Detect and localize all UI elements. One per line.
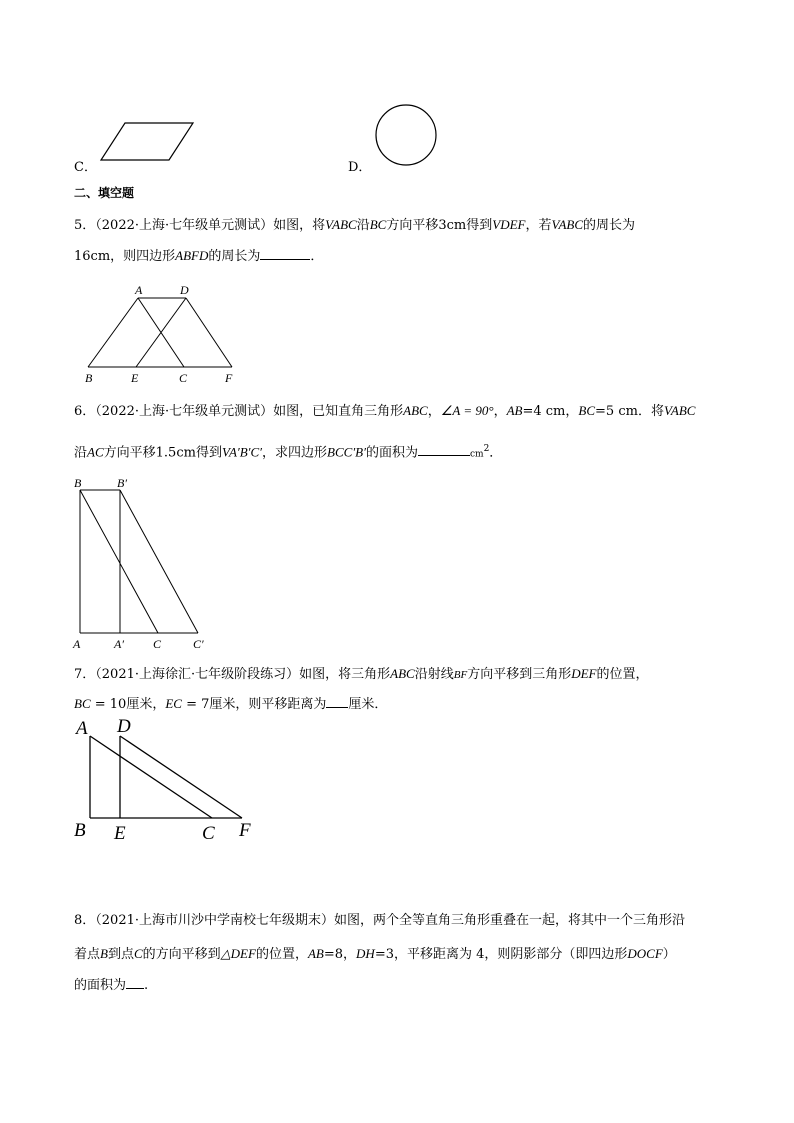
q8-text: 的位置， xyxy=(255,947,308,962)
q7-text: 方向平移到三角形 xyxy=(467,667,572,682)
q5-distance: 3cm xyxy=(438,218,467,233)
q6-text: ，求四边形 xyxy=(262,445,328,461)
q7-text: 厘米， xyxy=(126,697,166,712)
q6-label-b: B xyxy=(74,476,82,490)
q8-text: 的方向平移到 xyxy=(142,947,221,962)
q7-label-c: C xyxy=(202,823,215,844)
q5-label-a: A xyxy=(135,283,143,297)
q6-segment: AC xyxy=(87,444,104,460)
q6-text: ， xyxy=(427,404,441,419)
q5-label-e: E xyxy=(131,371,139,385)
q8-point-b: B xyxy=(100,946,108,961)
q7-triangle-2: DEF xyxy=(571,666,597,681)
q6-text: 的面积为 xyxy=(365,445,418,461)
q8-line-2 xyxy=(74,945,676,964)
q5-label-b: B xyxy=(85,371,93,385)
q7-bc: BC xyxy=(74,696,91,711)
q7-text: 的位置， xyxy=(596,667,649,682)
q7-text: 沿射线 xyxy=(414,667,454,682)
q8-text: =3，平移距离为 4，则阴影部分（即四边形 xyxy=(374,947,628,962)
q8-triangle: △DEF xyxy=(220,946,256,961)
q8-dh: DH xyxy=(356,946,375,961)
q5-text: 得到 xyxy=(466,218,493,233)
q5-answer-blank[interactable] xyxy=(260,247,310,260)
q7-text: 如图，将三角形 xyxy=(299,667,391,682)
option-c-label: C． xyxy=(74,160,97,175)
q6-bc: BC xyxy=(578,403,596,418)
q5-text: 如图，将 xyxy=(273,218,326,233)
q7-ec: EC xyxy=(165,696,182,711)
q6-text: ．将 xyxy=(637,404,664,419)
q6-text: ， xyxy=(565,404,579,419)
q8-ab: AB xyxy=(307,946,324,961)
q5-label-f: F xyxy=(225,371,233,385)
q8-text: 着点 xyxy=(74,947,101,962)
q7-bc-value: = 10 xyxy=(90,697,127,712)
circle-figure xyxy=(374,103,438,167)
q8-ab-value: =8， xyxy=(323,947,357,962)
q6-text: 得到 xyxy=(195,445,222,461)
q7-figure xyxy=(90,736,245,820)
q6-number: 6． xyxy=(74,404,96,419)
q6-text: ． xyxy=(489,445,503,461)
q6-unit-exponent: 2 xyxy=(483,444,490,454)
q8-source: （2021·上海市川沙中学南校七年级期末） xyxy=(95,913,334,928)
q5-label-c: C xyxy=(179,371,188,385)
q7-label-a: A xyxy=(76,718,88,739)
q6-label-a-prime: A′ xyxy=(114,637,124,651)
q6-text: 沿 xyxy=(74,445,88,461)
q7-ray: BF xyxy=(453,669,468,681)
q6-triangle: ABC xyxy=(403,403,428,418)
q8-text: . xyxy=(144,978,149,993)
q5-triangle-abc: VABC xyxy=(551,217,584,232)
q7-label-b: B xyxy=(74,820,86,841)
q7-triangle: ABC xyxy=(390,666,415,681)
q6-bc-value: =5 cm xyxy=(595,404,638,419)
parallelogram-figure xyxy=(100,122,196,162)
q5-line-1 xyxy=(74,216,635,235)
section-title: 二、填空题 xyxy=(74,186,135,200)
q6-label-c-prime: C′ xyxy=(193,637,204,651)
q6-line-1 xyxy=(74,402,695,421)
q8-point-c: C xyxy=(133,946,143,961)
q6-unit: cm xyxy=(469,449,484,460)
q5-text: 的周长为 xyxy=(208,249,261,264)
q7-text: 厘米，则平移距离为 xyxy=(209,697,327,712)
q7-line-2 xyxy=(74,695,387,714)
q5-triangle-abc: VABC xyxy=(325,217,357,232)
q7-text: 厘米． xyxy=(348,697,388,712)
q6-text: ， xyxy=(493,404,507,419)
q7-label-e: E xyxy=(114,823,126,844)
q6-source: （2022·上海·七年级单元测试） xyxy=(95,404,274,419)
q5-text: 沿 xyxy=(356,218,370,233)
q5-text: ，若 xyxy=(525,218,552,233)
q5-figure xyxy=(88,297,238,369)
q7-ec-value: = 7 xyxy=(181,697,210,712)
q6-distance: 1.5cm xyxy=(155,445,196,461)
q5-number: 5． xyxy=(74,218,96,233)
q7-answer-blank[interactable] xyxy=(326,695,348,708)
q8-number: 8． xyxy=(74,913,96,928)
q7-line-1 xyxy=(74,665,649,684)
q8-quadrilateral: DOCF xyxy=(627,946,663,961)
q7-source: （2021·上海徐汇·七年级阶段练习） xyxy=(95,667,300,682)
q6-text: 如图，已知直角三角形 xyxy=(273,404,404,419)
q7-label-d: D xyxy=(117,716,131,737)
q5-label-d: D xyxy=(180,283,189,297)
q5-text: 方向平移 xyxy=(386,218,439,233)
q5-triangle-def: VDEF xyxy=(492,217,526,232)
q8-text: 的面积为 xyxy=(74,978,127,993)
q8-text: 如图，两个全等直角三角形重叠在一起，将其中一个三角形沿 xyxy=(334,913,686,928)
q6-label-b-prime: B′ xyxy=(117,476,127,490)
option-d-label: D． xyxy=(348,160,372,175)
q6-triangle-2: VABC xyxy=(663,403,696,418)
q8-answer-blank[interactable] xyxy=(126,976,144,989)
q6-quadrilateral: BCC′B′ xyxy=(327,444,366,460)
q6-angle: ∠A = 90° xyxy=(440,403,494,418)
q6-text: 方向平移 xyxy=(103,445,156,461)
q7-label-f: F xyxy=(239,820,251,841)
q6-answer-blank[interactable] xyxy=(418,443,470,456)
q6-label-c: C xyxy=(153,637,162,651)
q8-text: ） xyxy=(662,947,676,962)
q6-figure xyxy=(80,490,210,635)
q6-ab-value: =4 cm xyxy=(522,404,566,419)
q5-text: ，则四边形 xyxy=(110,249,176,264)
q6-ab: AB xyxy=(506,403,523,418)
q8-line-1 xyxy=(74,912,685,930)
q5-source: （2022·上海·七年级单元测试） xyxy=(95,218,274,233)
q8-line-3 xyxy=(74,976,148,995)
q6-label-a: A xyxy=(73,637,81,651)
q5-segment-bc: BC xyxy=(369,217,387,232)
q8-text: 到点 xyxy=(107,947,134,962)
q5-text: 的周长为 xyxy=(583,218,636,233)
q7-number: 7． xyxy=(74,667,96,682)
q6-line-2 xyxy=(74,440,502,463)
q5-quadrilateral: ABFD xyxy=(175,248,209,263)
q5-text: ． xyxy=(310,249,324,264)
q5-line-2 xyxy=(74,247,323,266)
q5-perimeter: 16cm xyxy=(74,249,111,264)
q6-triangle-3: VA′B′C′ xyxy=(221,444,263,460)
